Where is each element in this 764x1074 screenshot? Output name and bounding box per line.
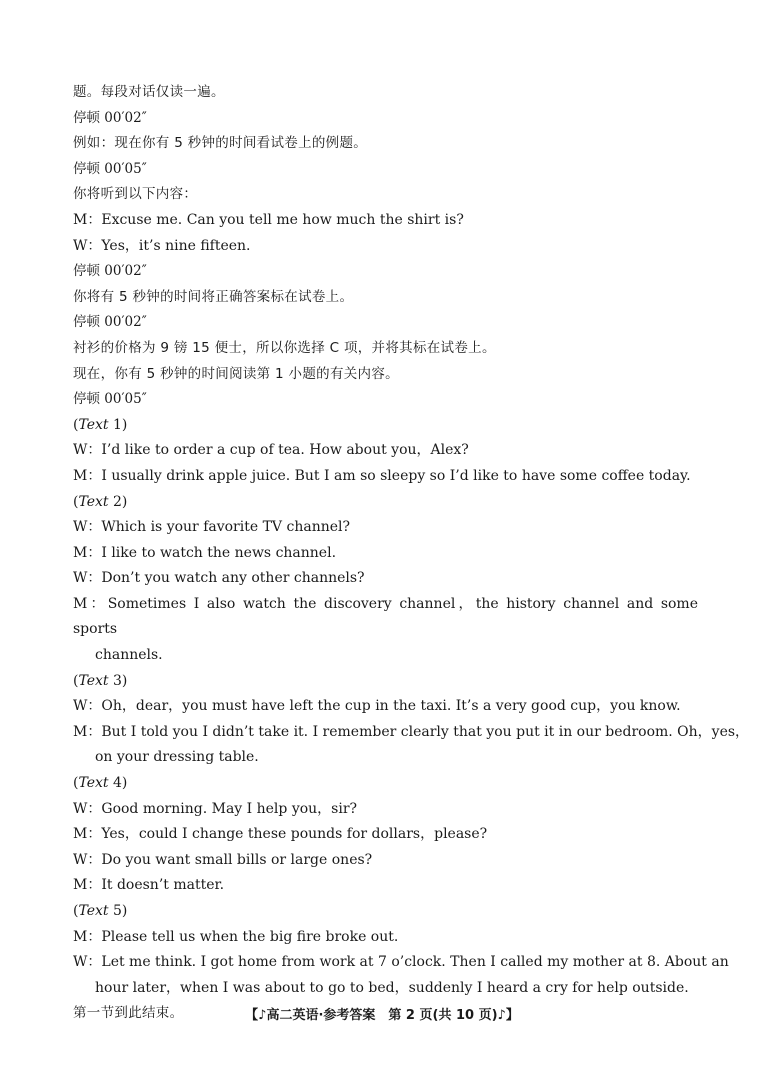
speaker-label: W： bbox=[73, 851, 102, 868]
dialogue-text: Good morning. May I help you，sir? bbox=[101, 800, 358, 817]
pause-marker bbox=[73, 310, 698, 336]
text-word: Text bbox=[78, 775, 109, 792]
speaker-label: M： bbox=[73, 211, 102, 228]
speaker-label: W： bbox=[73, 698, 102, 715]
dialogue-line bbox=[73, 515, 698, 541]
dialogue-line bbox=[73, 797, 698, 823]
text-section-label: (Text 2) bbox=[73, 493, 128, 510]
dialogue-text: Which is your favorite TV channel? bbox=[101, 519, 350, 536]
pause-label: 停顿 bbox=[73, 160, 100, 177]
dialogue-continuation: hour later，when I was about to go to bed，suddenly I heard a cry for help outside. bbox=[95, 979, 689, 996]
dialogue-text: Sometimes I also watch the discovery channel，the history channel and some sports bbox=[73, 595, 698, 638]
text-word: Text bbox=[78, 672, 109, 689]
dialogue-text: It doesn’t matter. bbox=[101, 877, 225, 894]
dialogue-line bbox=[73, 438, 698, 464]
transcript-line: 你将有 5 秒钟的时间将正确答案标在试卷上。 bbox=[73, 288, 354, 305]
pause-duration: 00′02″ bbox=[104, 263, 147, 280]
pause-marker bbox=[73, 259, 698, 285]
dialogue-line bbox=[73, 950, 729, 976]
dialogue-text: Yes，it’s nine fifteen. bbox=[101, 237, 251, 254]
speaker-label: W： bbox=[73, 570, 102, 587]
dialogue-line bbox=[73, 925, 698, 951]
pause-marker bbox=[73, 157, 698, 183]
text-section-label: (Text 4) bbox=[73, 775, 128, 792]
transcript-line: 第一节到此结束。 bbox=[73, 1005, 184, 1022]
dialogue-line bbox=[73, 592, 698, 643]
dialogue-text: I’d like to order a cup of tea. How about you，Alex? bbox=[101, 442, 469, 459]
text-number: 3 bbox=[108, 672, 122, 689]
dialogue-continuation: channels. bbox=[95, 647, 163, 664]
dialogue-line bbox=[73, 566, 698, 592]
speaker-label: M： bbox=[73, 928, 102, 945]
speaker-label: M： bbox=[73, 723, 102, 740]
text-word: Text bbox=[78, 416, 109, 433]
dialogue-line bbox=[73, 848, 698, 874]
transcript-line: 题。每段对话仅读一遍。 bbox=[73, 84, 225, 100]
transcript-line: 现在，你有 5 秒钟的时间阅读第 1 小题的有关内容。 bbox=[73, 365, 399, 382]
pause-duration: 00′02″ bbox=[104, 109, 147, 126]
page-footer: 【♪高二英语·参考答案 第 2 页(共 10 页)♪】 bbox=[245, 1008, 519, 1023]
pause-duration: 00′02″ bbox=[104, 314, 147, 331]
pause-marker bbox=[73, 106, 698, 132]
dialogue-line bbox=[73, 541, 698, 567]
text-number: 2 bbox=[108, 493, 122, 510]
listening-transcript bbox=[73, 80, 750, 1027]
pause-duration: 00′05″ bbox=[104, 160, 147, 177]
dialogue-line bbox=[73, 822, 698, 848]
dialogue-line bbox=[73, 720, 750, 746]
dialogue-line bbox=[73, 234, 698, 260]
pause-label: 停顿 bbox=[73, 263, 100, 280]
speaker-label: M： bbox=[73, 826, 102, 843]
speaker-label: M： bbox=[73, 544, 102, 561]
transcript-line: 例如：现在你有 5 秒钟的时间看试卷上的例题。 bbox=[73, 135, 368, 152]
text-number: 5 bbox=[108, 903, 122, 919]
text-section-label: (Text 3) bbox=[73, 672, 128, 689]
speaker-label: W： bbox=[73, 237, 102, 254]
dialogue-text: Excuse me. Can you tell me how much the shirt is? bbox=[101, 211, 464, 228]
dialogue-text: Let me think. I got home from work at 7 o’clock. Then I called my mother at 8. About an bbox=[101, 954, 729, 971]
text-word: Text bbox=[78, 493, 109, 510]
pause-duration: 00′05″ bbox=[104, 391, 147, 408]
speaker-label: M： bbox=[73, 595, 108, 612]
text-section-label: (Text 5) bbox=[73, 903, 128, 919]
dialogue-text: Yes，could I change these pounds for dollars，please? bbox=[101, 826, 488, 843]
speaker-label: M： bbox=[73, 467, 102, 484]
dialogue-line bbox=[73, 464, 698, 490]
pause-label: 停顿 bbox=[73, 391, 100, 408]
text-section-label: (Text 1) bbox=[73, 416, 128, 433]
dialogue-text: But I told you I didn’t take it. I remember clearly that you put it in our bedroom. Oh，yes， bbox=[101, 723, 750, 740]
pause-marker bbox=[73, 387, 698, 413]
dialogue-text: I usually drink apple juice. But I am so sleepy so I’d like to have some coffee today. bbox=[101, 467, 691, 484]
speaker-label: W： bbox=[73, 519, 102, 536]
pause-label: 停顿 bbox=[73, 109, 100, 126]
dialogue-text: I like to watch the news channel. bbox=[101, 544, 337, 561]
dialogue-line bbox=[73, 208, 698, 234]
text-number: 1 bbox=[108, 416, 122, 433]
dialogue-text: Don’t you watch any other channels? bbox=[101, 570, 365, 587]
dialogue-text: Please tell us when the big fire broke out. bbox=[101, 928, 399, 945]
speaker-label: M： bbox=[73, 877, 102, 894]
text-number: 4 bbox=[108, 775, 122, 792]
speaker-label: W： bbox=[73, 800, 102, 817]
speaker-label: W： bbox=[73, 442, 102, 459]
dialogue-line bbox=[73, 873, 698, 899]
speaker-label: W： bbox=[73, 954, 102, 971]
pause-label: 停顿 bbox=[73, 314, 100, 331]
dialogue-continuation: on your dressing table. bbox=[95, 749, 259, 766]
text-word: Text bbox=[78, 903, 109, 919]
transcript-line: 你将听到以下内容： bbox=[73, 186, 198, 203]
transcript-line: 衬衫的价格为 9 镑 15 便士，所以你选择 C 项，并将其标在试卷上。 bbox=[73, 339, 496, 356]
dialogue-text: Oh，dear，you must have left the cup in the taxi. It’s a very good cup，you know. bbox=[101, 698, 681, 715]
dialogue-text: Do you want small bills or large ones? bbox=[101, 851, 373, 868]
dialogue-line bbox=[73, 694, 698, 720]
